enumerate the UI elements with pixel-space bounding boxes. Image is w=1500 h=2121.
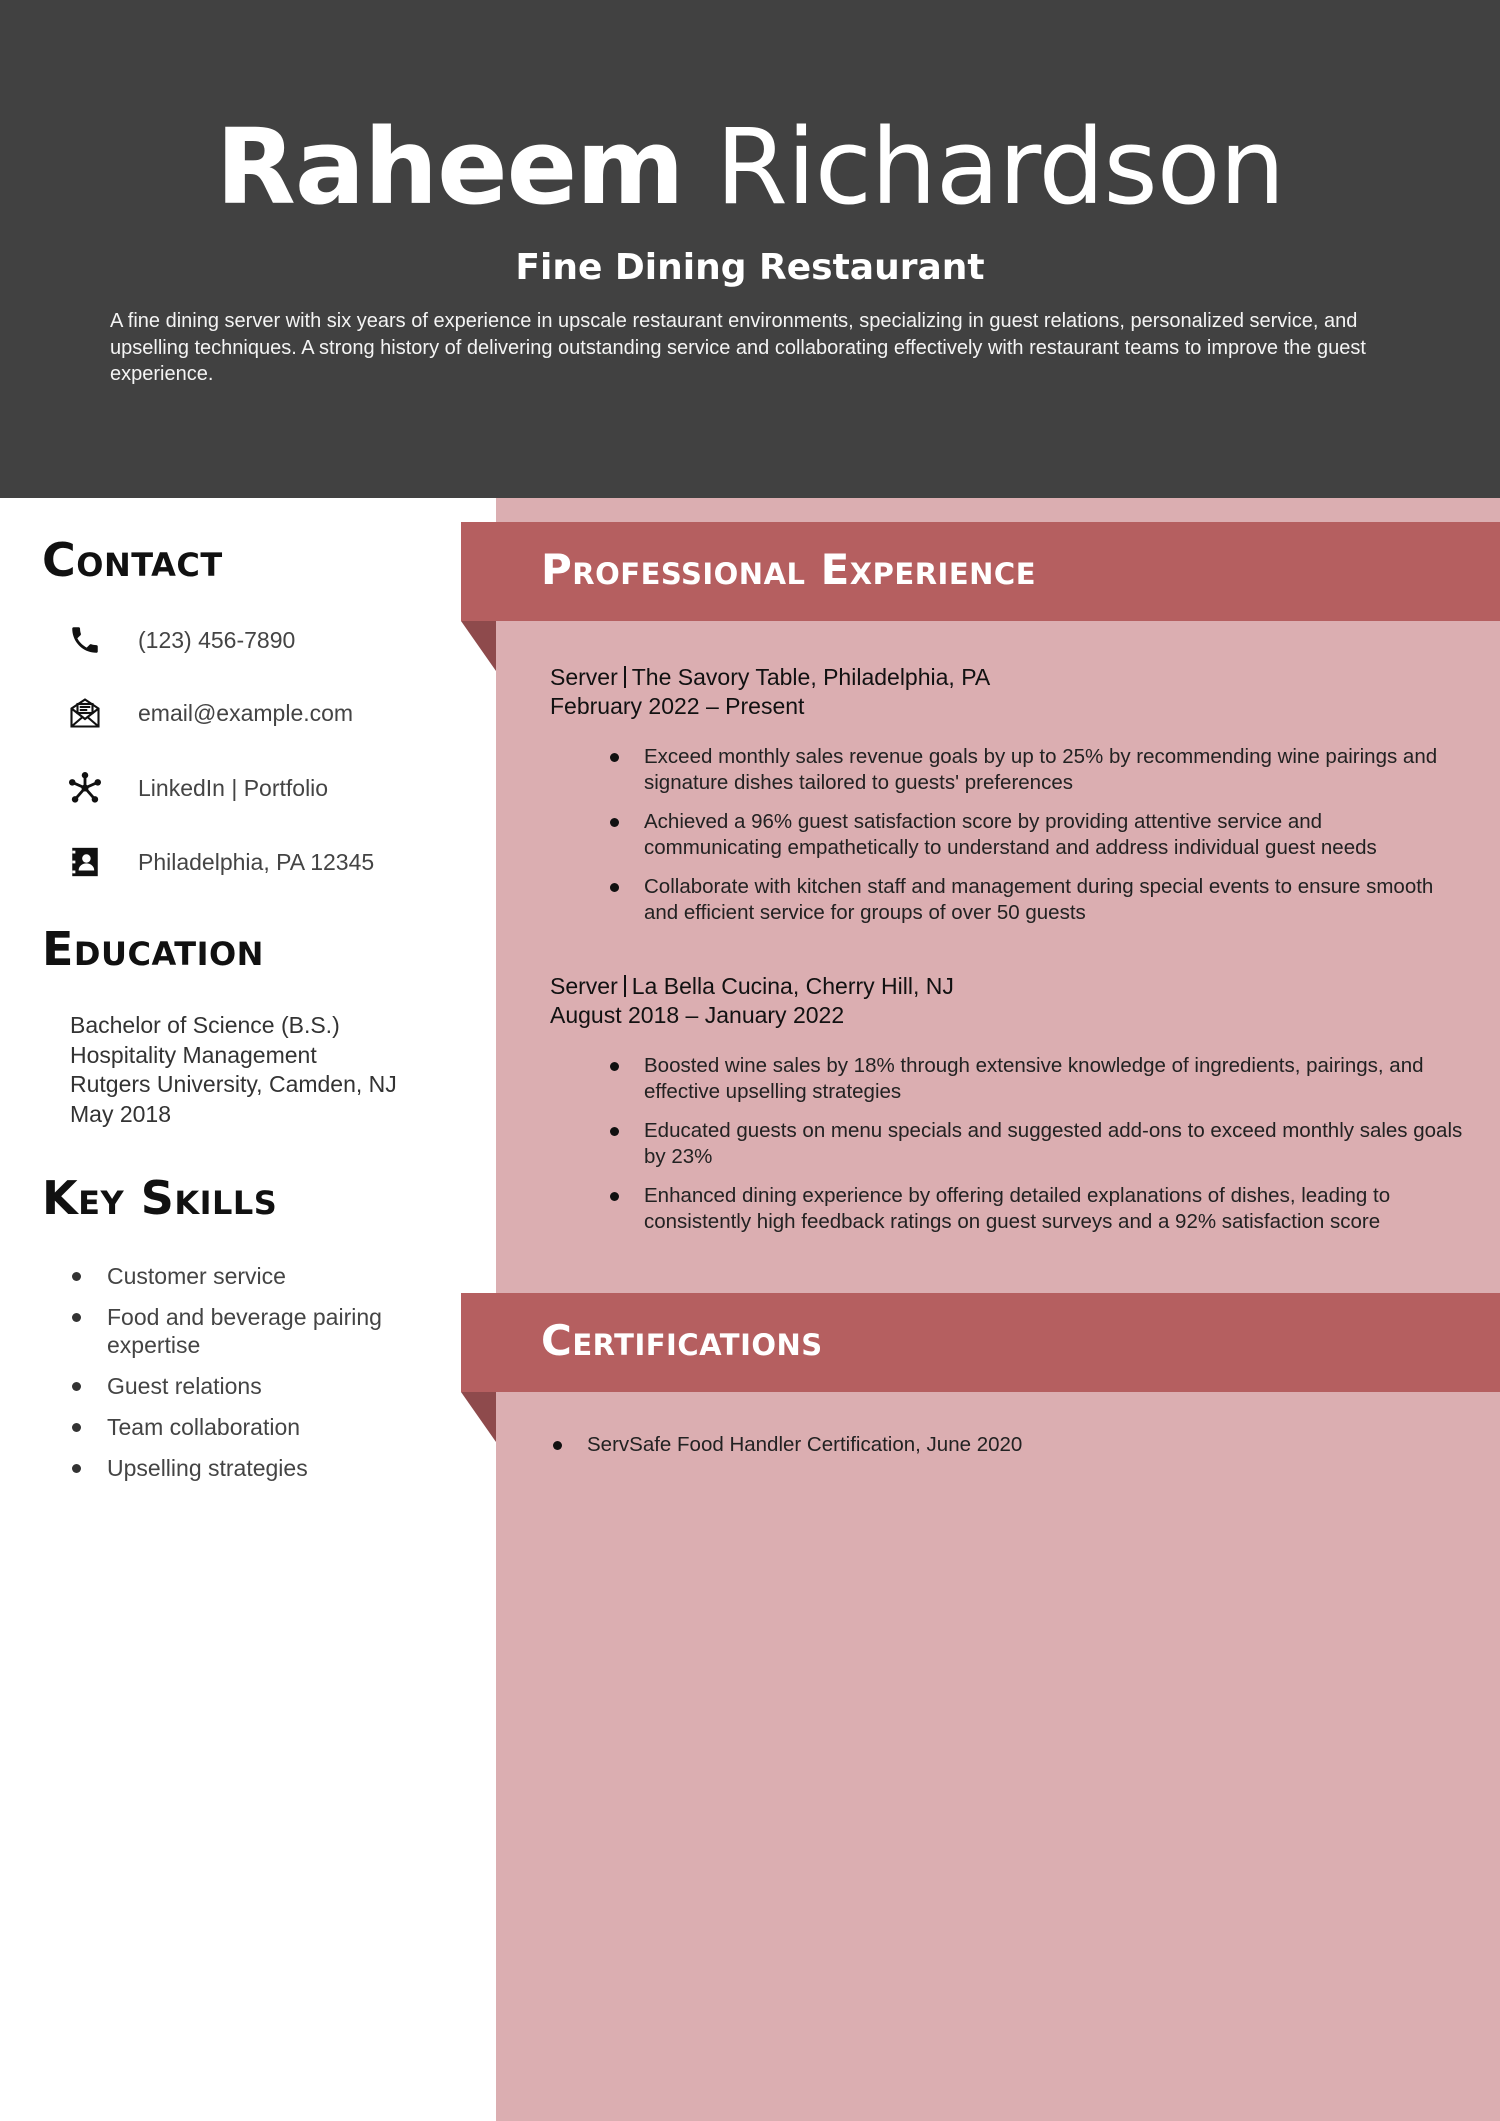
- address-book-icon: [66, 843, 104, 881]
- job-bullets: [607, 744, 1465, 926]
- phone-number: (123) 456-7890: [138, 626, 296, 653]
- contact-links: [66, 766, 486, 810]
- list-item: Customer service: [70, 1262, 450, 1290]
- job-dates: August 2018 – January 2022: [550, 1002, 845, 1028]
- job-company: The Savory Table, Philadelphia, PA: [631, 664, 991, 690]
- list-item: Achieved a 96% guest satisfaction score by providing attentive service and communicating empathetically to understand and address individual guest needs: [607, 809, 1465, 861]
- skills-heading: Key Skills: [42, 1171, 278, 1225]
- job-role: [550, 663, 1450, 692]
- list-item: Upselling strategies: [70, 1454, 450, 1482]
- degree: Bachelor of Science (B.S.): [70, 1012, 340, 1038]
- list-item: Team collaboration: [70, 1413, 450, 1441]
- contact-heading: Contact: [42, 533, 223, 587]
- location: Philadelphia, PA 12345: [138, 848, 375, 875]
- first-name: Raheem: [215, 106, 684, 228]
- contact-email: [66, 691, 486, 735]
- job-position: Server: [550, 664, 618, 690]
- summary: A fine dining server with six years of experience in upscale restaurant environments, specializing in guest relations, personalized service, and upselling techniques. A strong history of delivering outstanding service and collaborating effectively with restaurant teams to improve the guest experience.: [110, 310, 1366, 385]
- major: Hospitality Management: [70, 1041, 317, 1068]
- education-heading: Education: [42, 922, 264, 976]
- candidate-name: [0, 102, 1500, 232]
- resume-header: [0, 0, 1500, 498]
- certifications-list: [550, 1432, 1430, 1458]
- phone-icon: [66, 621, 104, 659]
- job-company: La Bella Cucina, Cherry Hill, NJ: [631, 973, 954, 999]
- job-dates: February 2022 – Present: [550, 693, 805, 719]
- list-item: Boosted wine sales by 18% through extensive knowledge of ingredients, pairings, and effective upselling strategies: [607, 1053, 1465, 1105]
- envelope-icon: [66, 694, 104, 732]
- experience-heading: Professional Experience: [541, 545, 1037, 594]
- certifications-heading: Certifications: [541, 1316, 823, 1365]
- profile-links: LinkedIn | Portfolio: [138, 774, 329, 801]
- job-position: Server: [550, 973, 618, 999]
- job-role: [550, 972, 1450, 1001]
- job-title: Fine Dining Restaurant: [515, 247, 985, 288]
- list-item: Exceed monthly sales revenue goals by up to 25% by recommending wine pairings and signature dishes tailored to guests' preferences: [607, 744, 1465, 796]
- list-item: Educated guests on menu specials and suggested add-ons to exceed monthly sales goals by 23%: [607, 1118, 1465, 1170]
- separator: [624, 975, 626, 997]
- school: Rutgers University, Camden, NJ: [70, 1071, 397, 1097]
- experience-banner: [461, 522, 1500, 621]
- list-item: Collaborate with kitchen staff and management during special events to ensure smooth and efficient service for groups of over 50 guests: [607, 874, 1465, 926]
- skills-list: [70, 1262, 450, 1495]
- list-item: Enhanced dining experience by offering detailed explanations of dishes, leading to consistently high feedback ratings on guest surveys and a 92% satisfaction score: [607, 1183, 1465, 1235]
- certifications-banner: [461, 1293, 1500, 1392]
- last-name: Richardson: [715, 106, 1285, 228]
- job-bullets: [607, 1053, 1465, 1235]
- education-details: [70, 1011, 397, 1129]
- job-entry: [550, 972, 1463, 1248]
- contact-location: [66, 840, 486, 884]
- job-entry: [550, 663, 1450, 939]
- list-item: Guest relations: [70, 1372, 450, 1400]
- contact-phone: [66, 618, 486, 662]
- separator: [624, 666, 626, 688]
- banner-fold: [461, 1392, 496, 1442]
- email-address: email@example.com: [138, 699, 354, 726]
- banner-fold: [461, 621, 496, 671]
- network-icon: [66, 769, 104, 807]
- list-item: Food and beverage pairing expertise: [70, 1303, 450, 1359]
- list-item: ServSafe Food Handler Certification, June 2020: [550, 1432, 1430, 1458]
- graduation-date: May 2018: [70, 1100, 172, 1127]
